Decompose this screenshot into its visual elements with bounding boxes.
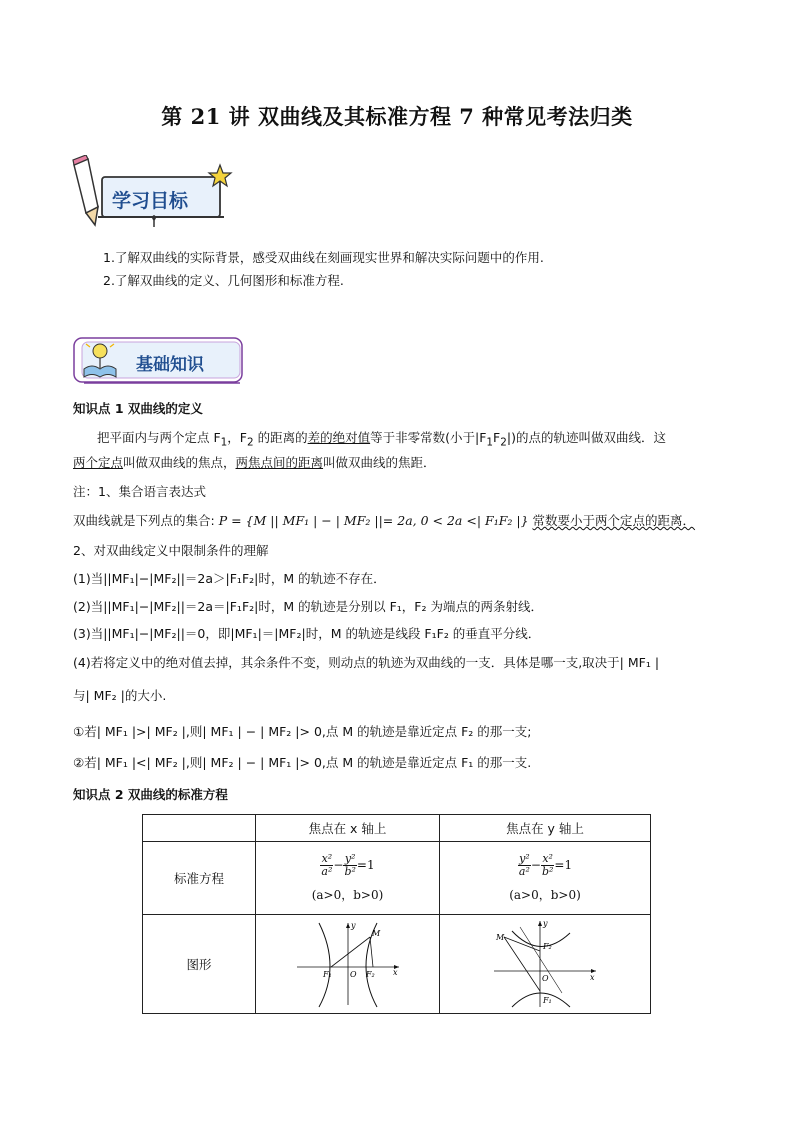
basics-badge	[72, 335, 247, 387]
row-label-equation: 标准方程	[143, 842, 256, 915]
svg-text:O: O	[542, 973, 549, 983]
svg-text:F₁: F₁	[543, 995, 552, 1005]
table-row-equation	[143, 842, 651, 915]
standard-equation-table	[142, 814, 651, 1014]
table-header-row	[143, 815, 651, 842]
note-title: 注：1、集合语言表达式	[73, 484, 206, 499]
condition-y: (a>0，b>0)	[509, 888, 581, 902]
equation-y-cell: $\frac{\text{y²}}{\text{a²}}$ − $\frac{\text{x²}}{\text{b²}}$ =1 (a>0，b>0)	[440, 842, 651, 915]
svg-text:y: y	[543, 918, 548, 928]
table-row-figure	[143, 915, 651, 1014]
condition-x: (a>0，b>0)	[311, 888, 384, 902]
goal-2: 2.了解双曲线的定义、几何图形和标准方程.	[103, 273, 344, 288]
frac-x-term: $\frac{\text{x²}}{\text{a²}}$	[321, 852, 333, 878]
col-header-y: 焦点在 y 轴上	[440, 815, 651, 842]
kp1-heading: 知识点 1 双曲线的定义	[73, 401, 203, 416]
condition-3: (3)当||MF₁|−|MF₂||＝0，即|MF₁|＝|MF₂|时，M 的轨迹是线段 F₁F₂ 的垂直平分线．	[73, 626, 541, 641]
svg-text:M: M	[371, 928, 380, 938]
frac-y-term: $\frac{\text{y²}}{\text{a²}}$	[518, 852, 530, 878]
learning-goals-label: 学习目标	[112, 190, 189, 212]
condition-2: (2)当||MF₁|−|MF₂||＝2a＝|F₁F₂|时，M 的轨迹是分别以 F₁，F₂ 为端点的两条射线．	[73, 599, 543, 614]
equation-x-cell: $\frac{\text{x²}}{\text{a²}}$ − $\frac{\text{y²}}{\text{b²}}$ =1 (a>0，b>0)	[256, 842, 440, 915]
svg-text:F₂: F₂	[543, 941, 552, 951]
condition-4-cont: 与| MF₂ |的大小.	[73, 688, 167, 703]
svg-text:x: x	[590, 972, 595, 982]
kp1-definition-line1: 把平面内与两个定点 $F_1$，$F_2$ 的距离的差的绝对值等于非零常数(小于$|F_1F_2|$)的点的轨迹叫做双曲线．这	[97, 430, 666, 449]
basics-label: 基础知识	[136, 355, 204, 375]
condition-1: (1)当||MF₁|−|MF₂||＝2a＞|F₁F₂|时，M 的轨迹不存在．	[73, 571, 386, 586]
hyperbola-x-figure	[293, 917, 403, 1009]
condition-6: ②若| MF₁ |<| MF₂ |,则| MF₂ | − | MF₁ |> 0,点 M 的轨迹是靠近定点 F₁ 的那一支.	[73, 755, 532, 770]
page-title: 第 21 讲 双曲线及其标准方程 7 种常见考法归类	[161, 104, 633, 129]
hyperbola-y-figure	[490, 917, 600, 1009]
frac-y-term: $\frac{\text{y²}}{\text{b²}}$	[344, 852, 356, 878]
condition-4: (4)若将定义中的绝对值去掉，其余条件不变，则动点的轨迹为双曲线的一支．具体是哪一支,取决于| MF₁ |	[73, 655, 660, 670]
figure-x-cell	[256, 915, 440, 1014]
limit-title: 2、对双曲线定义中限制条件的理解	[73, 543, 269, 558]
table-corner-cell	[143, 815, 256, 842]
svg-text:y: y	[350, 920, 356, 930]
frac-x-term: $\frac{\text{x²}}{\text{b²}}$	[541, 852, 554, 878]
set-expression-line: 双曲线就是下列点的集合: P = {M || MF₁ | − | MF₂ ||= 2a, 0 < 2a <| F₁F₂ |} 常数要小于两个定点的距离．	[73, 513, 696, 528]
kp1-definition-line2: 两个定点叫做双曲线的焦点，两焦点间的距离叫做双曲线的焦距．	[73, 455, 436, 470]
condition-5: ①若| MF₁ |>| MF₂ |,则| MF₁ | − | MF₂ |> 0,点 M 的轨迹是靠近定点 F₂ 的那一支;	[73, 724, 532, 739]
col-header-x: 焦点在 x 轴上	[256, 815, 440, 842]
row-label-figure: 图形	[143, 915, 256, 1014]
learning-goals-badge	[68, 155, 238, 233]
svg-text:x: x	[392, 967, 398, 977]
svg-text:F₁: F₁	[322, 969, 332, 979]
figure-y-cell	[440, 915, 651, 1014]
svg-text:M: M	[496, 932, 505, 942]
goal-1: 1.了解双曲线的实际背景，感受双曲线在刻画现实世界和解决实际问题中的作用.	[103, 250, 544, 265]
svg-text:O: O	[349, 969, 357, 979]
kp2-heading: 知识点 2 双曲线的标准方程	[73, 787, 228, 802]
svg-text:F₂: F₂	[365, 969, 375, 979]
